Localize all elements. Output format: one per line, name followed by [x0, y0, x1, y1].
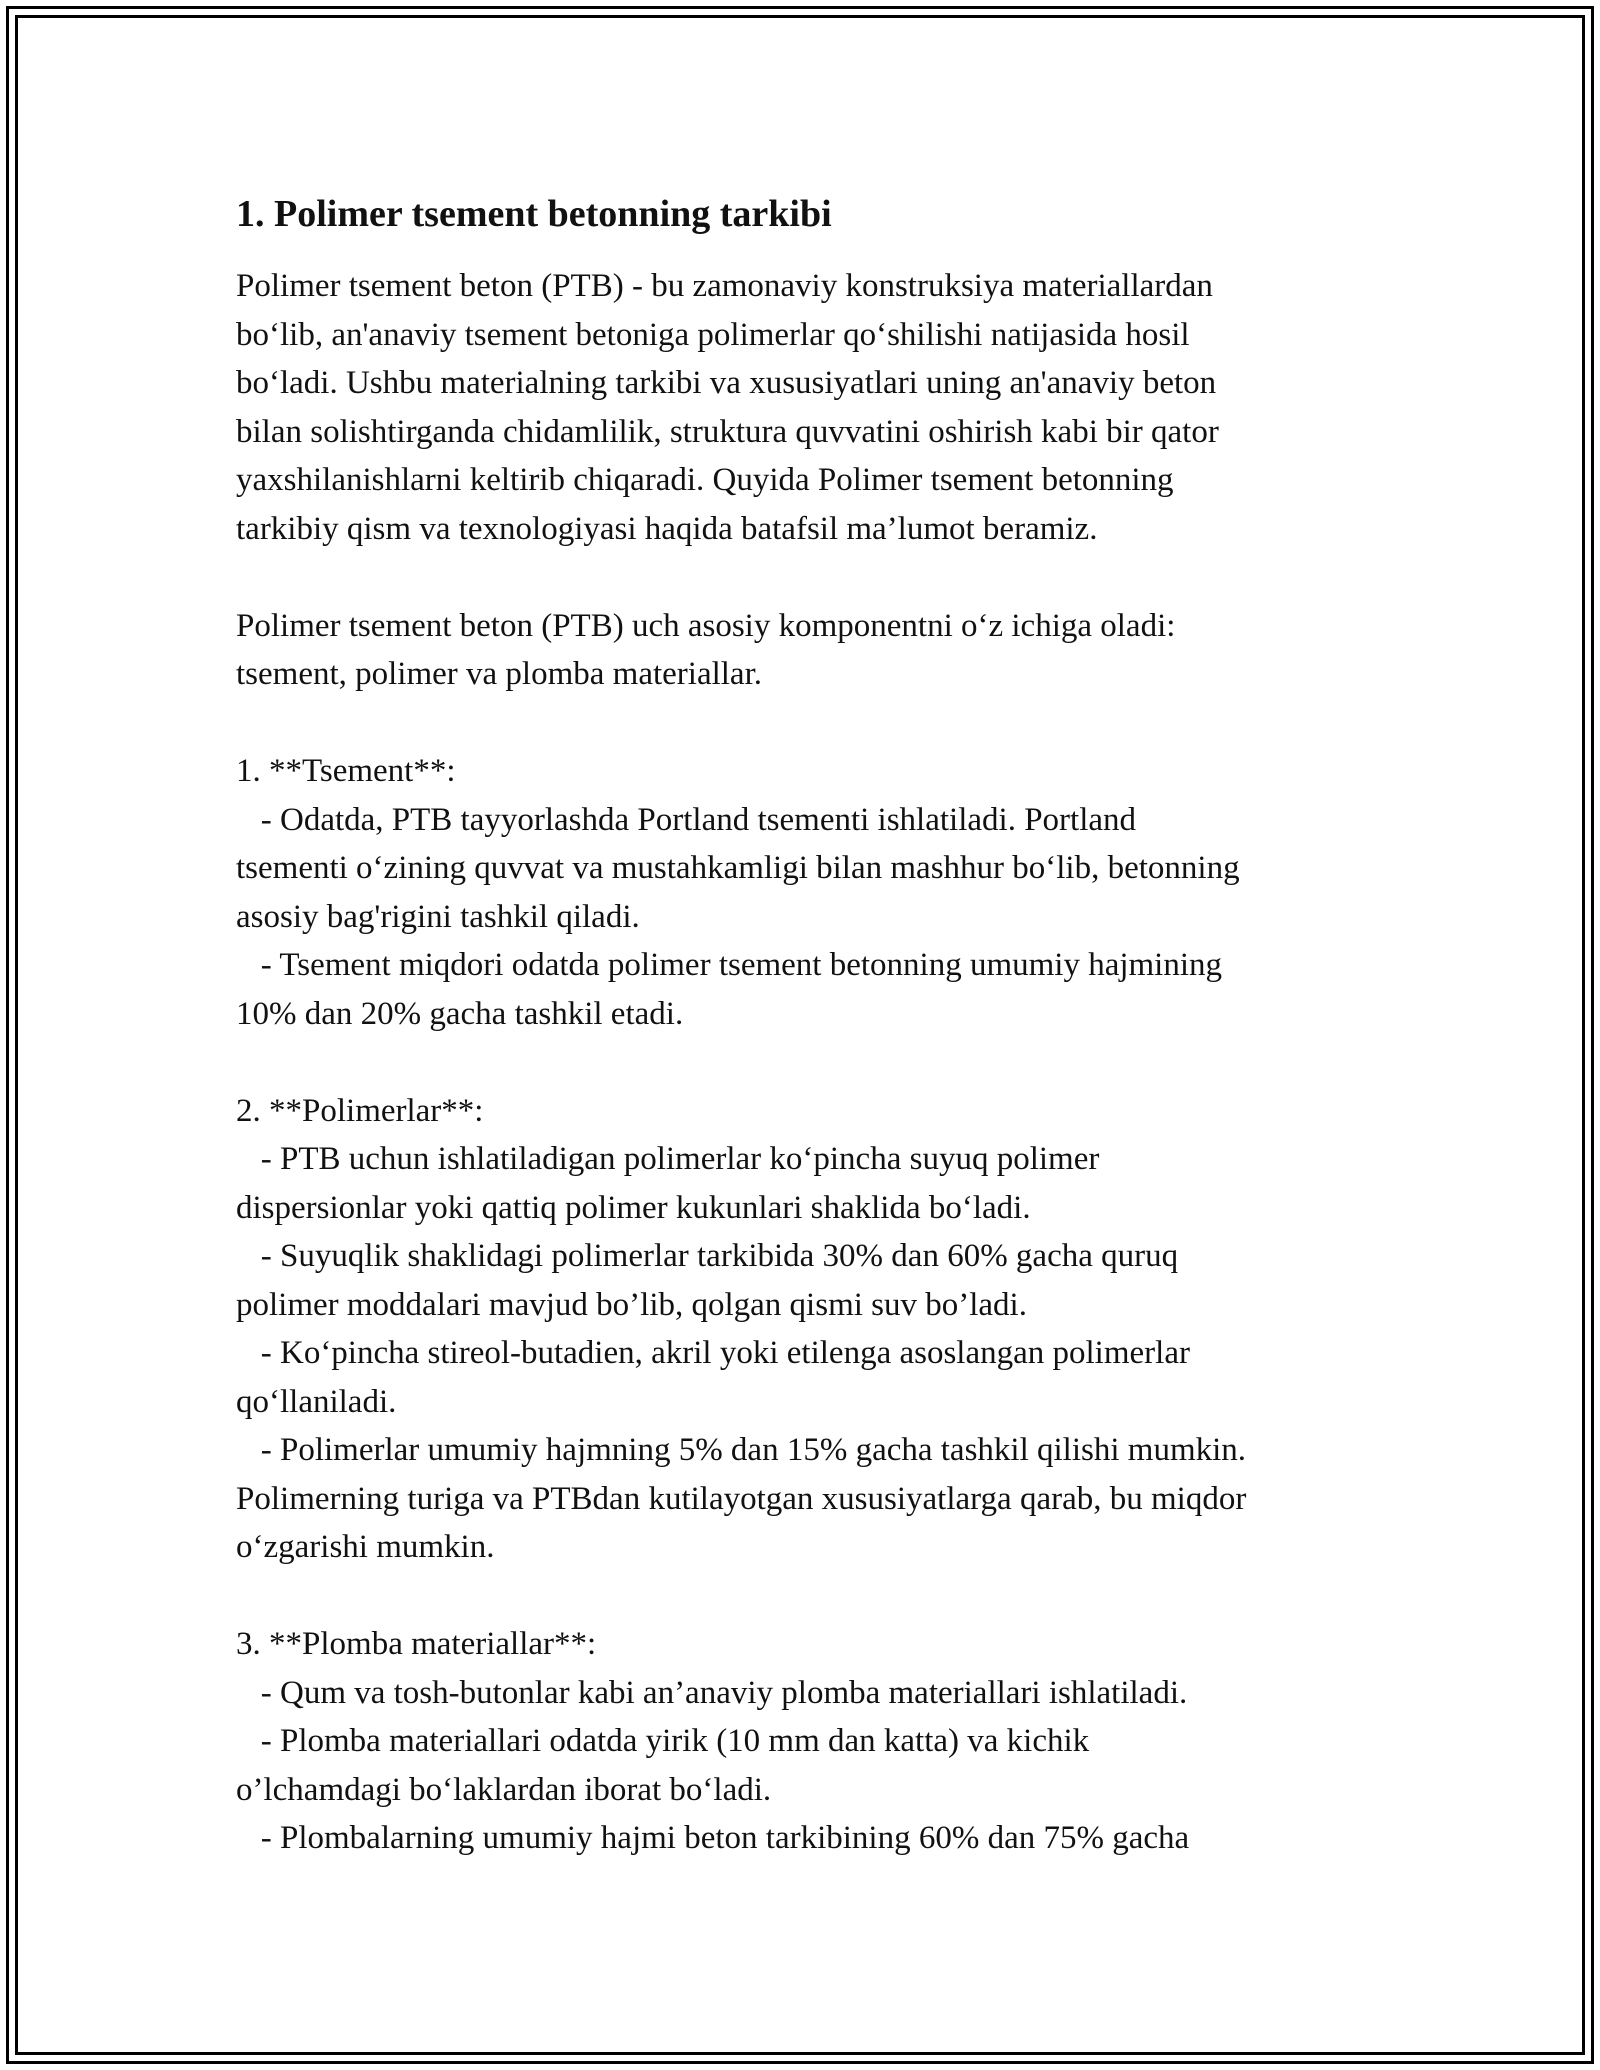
- text-line: o’lchamdagi bo‘laklardan iborat bo‘ladi.: [236, 1771, 772, 1808]
- paragraph-intro: [236, 262, 1386, 553]
- paragraph-gap: [236, 553, 1386, 602]
- section-heading: 3. **Plomba materiallar**:: [236, 1626, 597, 1662]
- text-line: qo‘llaniladi.: [236, 1383, 397, 1420]
- page-title: 1. Polimer tsement betonning tarkibi: [236, 193, 832, 235]
- text-line: - Plombalarning umumiy hajmi beton tarkibining 60% dan 75% gacha: [236, 1820, 1190, 1856]
- paragraph-gap: [236, 1572, 1386, 1621]
- paragraph-gap: [236, 1038, 1386, 1087]
- text-line: - Plomba materiallari odatda yirik (10 mm dan katta) va kichik: [236, 1723, 1090, 1759]
- section-plomba: [236, 1620, 1386, 1863]
- paragraph-components: [236, 602, 1386, 699]
- text-line: polimer moddalari mavjud bo’lib, qolgan qismi suv bo’ladi.: [236, 1286, 1027, 1323]
- text-line: Polimer tsement beton (PTB) uch asosiy komponentni o‘z ichiga oladi:: [236, 607, 1176, 644]
- text-line: - Qum va tosh-butonlar kabi an’anaviy plomba materiallari ishlatiladi.: [236, 1674, 1188, 1711]
- text-line: Polimerning turiga va PTBdan kutilayotgan xususiyatlarga qarab, bu miqdor: [236, 1480, 1247, 1517]
- text-line: tsementi o‘zining quvvat va mustahkamligi bilan mashhur bo‘lib, betonning: [236, 850, 1240, 886]
- text-line: dispersionlar yoki qattiq polimer kukunlari shaklida bo‘ladi.: [236, 1189, 1031, 1226]
- text-line: tarkibiy qism va texnologiyasi haqida batafsil ma’lumot beramiz.: [236, 510, 1098, 547]
- text-line: - Ko‘pincha stireol-butadien, akril yoki etilenga asoslangan polimerlar: [236, 1335, 1190, 1371]
- text-line: - Suyuqlik shaklidagi polimerlar tarkibida 30% dan 60% gacha quruq: [236, 1238, 1179, 1274]
- section-tsement: [236, 747, 1386, 1038]
- text-line: tsement, polimer va plomba materiallar.: [236, 656, 763, 692]
- text-line: bo‘lib, an'anaviy tsement betoniga polimerlar qo‘shilishi natijasida hosil: [236, 316, 1190, 353]
- text-line: - PTB uchun ishlatiladigan polimerlar ko‘pincha suyuq polimer: [236, 1141, 1100, 1177]
- document-body: [236, 186, 1386, 1863]
- text-line: bo‘ladi. Ushbu materialning tarkibi va xususiyatlari uning an'anaviy beton: [236, 365, 1217, 401]
- section-heading: 2. **Polimerlar**:: [236, 1092, 484, 1129]
- text-line: - Polimerlar umumiy hajmning 5% dan 15% gacha tashkil qilishi mumkin.: [236, 1432, 1247, 1468]
- text-line: o‘zgarishi mumkin.: [236, 1529, 495, 1565]
- text-line: - Tsement miqdori odatda polimer tsement betonning umumiy hajmining: [236, 947, 1223, 983]
- text-line: asosiy bag'rigini tashkil qiladi.: [236, 898, 640, 935]
- text-line: 10% dan 20% gacha tashkil etadi.: [236, 995, 684, 1032]
- section-heading: 1. **Tsement**:: [236, 753, 456, 789]
- text-line: yaxshilanishlarni keltirib chiqaradi. Quyida Polimer tsement betonning: [236, 462, 1174, 498]
- section-polimerlar: [236, 1087, 1386, 1572]
- paragraph-gap: [236, 699, 1386, 748]
- text-line: - Odatda, PTB tayyorlashda Portland tsementi ishlatiladi. Portland: [236, 801, 1137, 838]
- text-line: Polimer tsement beton (PTB) - bu zamonaviy konstruksiya materiallardan: [236, 268, 1213, 304]
- text-line: bilan solishtirganda chidamlilik, struktura quvvatini oshirish kabi bir qator: [236, 413, 1219, 450]
